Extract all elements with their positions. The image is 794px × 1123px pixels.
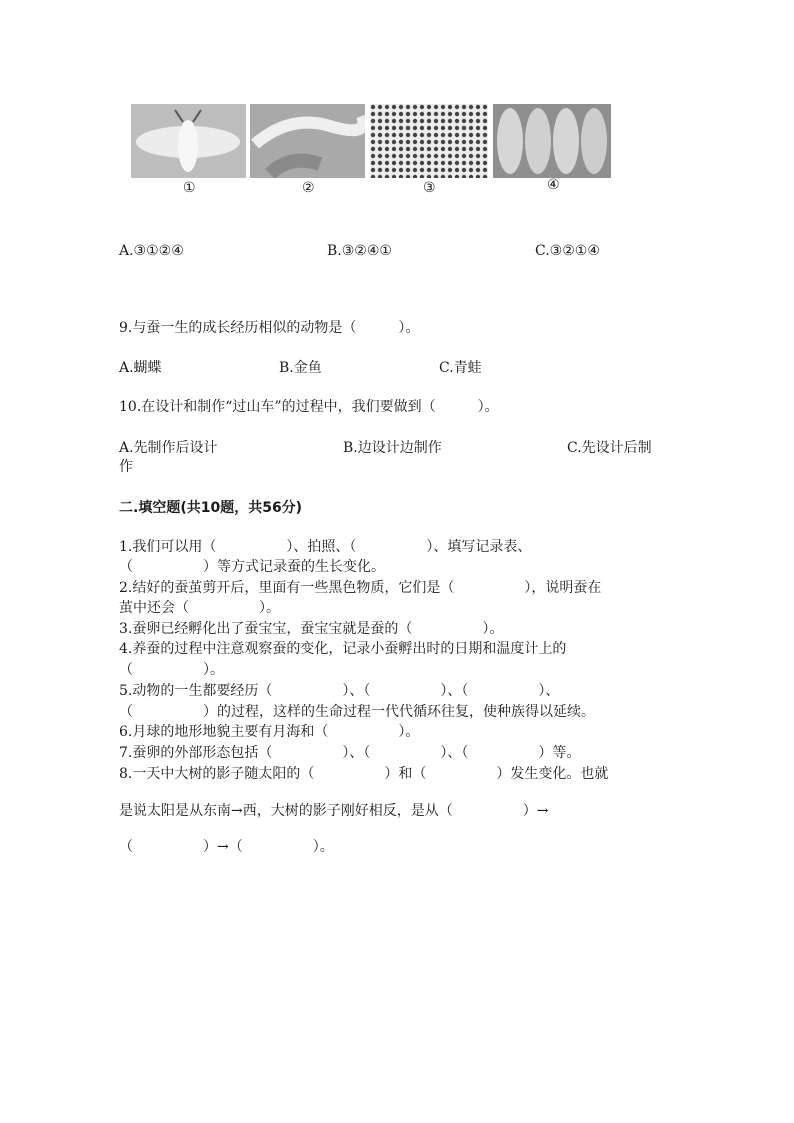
photo-moth [131, 104, 246, 178]
fill-line: 6.月球的地形地貌主要有月海和（ ）。 [119, 724, 420, 740]
fill-line: （ ）→（ ）。 [119, 839, 334, 855]
q9-option-c[interactable]: C.青蛙 [439, 360, 482, 376]
fill-line: （ ）的过程，这样的生命过程一代代循环往复，使种族得以延续。 [119, 704, 595, 720]
caption-1: ① [183, 180, 196, 196]
q10-option-a[interactable]: A.先制作后设计 [119, 440, 218, 456]
eggs-image [370, 104, 488, 178]
photo-eggs [370, 104, 488, 178]
cocoons-image [493, 104, 611, 178]
q9-stem: 9.与蚕一生的成长经历相似的动物是（ ）。 [119, 320, 420, 336]
caption-3: ③ [423, 180, 436, 196]
q8-option-a[interactable]: A.③①②④ [119, 243, 184, 259]
moth-image [131, 104, 246, 178]
q10-stem: 10.在设计和制作“过山车”的过程中，我们要做到（ ）。 [119, 399, 499, 415]
photo-cocoons [493, 104, 611, 178]
fill-line: 1.我们可以用（ ）、拍照、（ ）、填写记录表、 [119, 539, 532, 555]
fill-line: 8.一天中大树的影子随太阳的（ ）和（ ）发生变化。也就 [119, 766, 609, 782]
caption-4: ④ [547, 177, 560, 193]
q10-option-c[interactable]: C.先设计后制 [567, 440, 652, 456]
photo-larva [250, 104, 365, 178]
q9-option-b[interactable]: B.金鱼 [279, 360, 322, 376]
q8-option-c[interactable]: C.③②①④ [535, 243, 600, 259]
fill-line: 5.动物的一生都要经历（ ）、（ ）、（ ）、 [119, 683, 560, 699]
q10-option-b[interactable]: B.边设计边制作 [343, 440, 442, 456]
q10-option-a-wrap: 作 [119, 459, 133, 475]
fill-line: 是说太阳是从东南→西，大树的影子刚好相反，是从（ ）→ [119, 803, 549, 819]
fill-line: 7.蚕卵的外部形态包括（ ）、（ ）、（ ）等。 [119, 745, 581, 761]
fill-line: 3.蚕卵已经孵化出了蚕宝宝，蚕宝宝就是蚕的（ ）。 [119, 621, 504, 637]
larva-image [250, 104, 365, 178]
fill-line: （ ）。 [119, 662, 224, 678]
fill-line: 4.养蚕的过程中注意观察蚕的变化，记录小蚕孵出时的日期和温度计上的 [119, 641, 567, 657]
q9-option-a[interactable]: A.蝴蝶 [119, 360, 162, 376]
caption-2: ② [302, 180, 315, 196]
q8-option-b[interactable]: B.③②④① [327, 243, 392, 259]
fill-line: 2.结好的蚕茧剪开后，里面有一些黑色物质，它们是（ ），说明蚕在 [119, 580, 602, 596]
fill-line: （ ）等方式记录蚕的生长变化。 [119, 559, 385, 575]
section-heading: 二.填空题(共10题，共56分) [119, 500, 303, 516]
fill-line: 茧中还会（ ）。 [119, 600, 280, 616]
